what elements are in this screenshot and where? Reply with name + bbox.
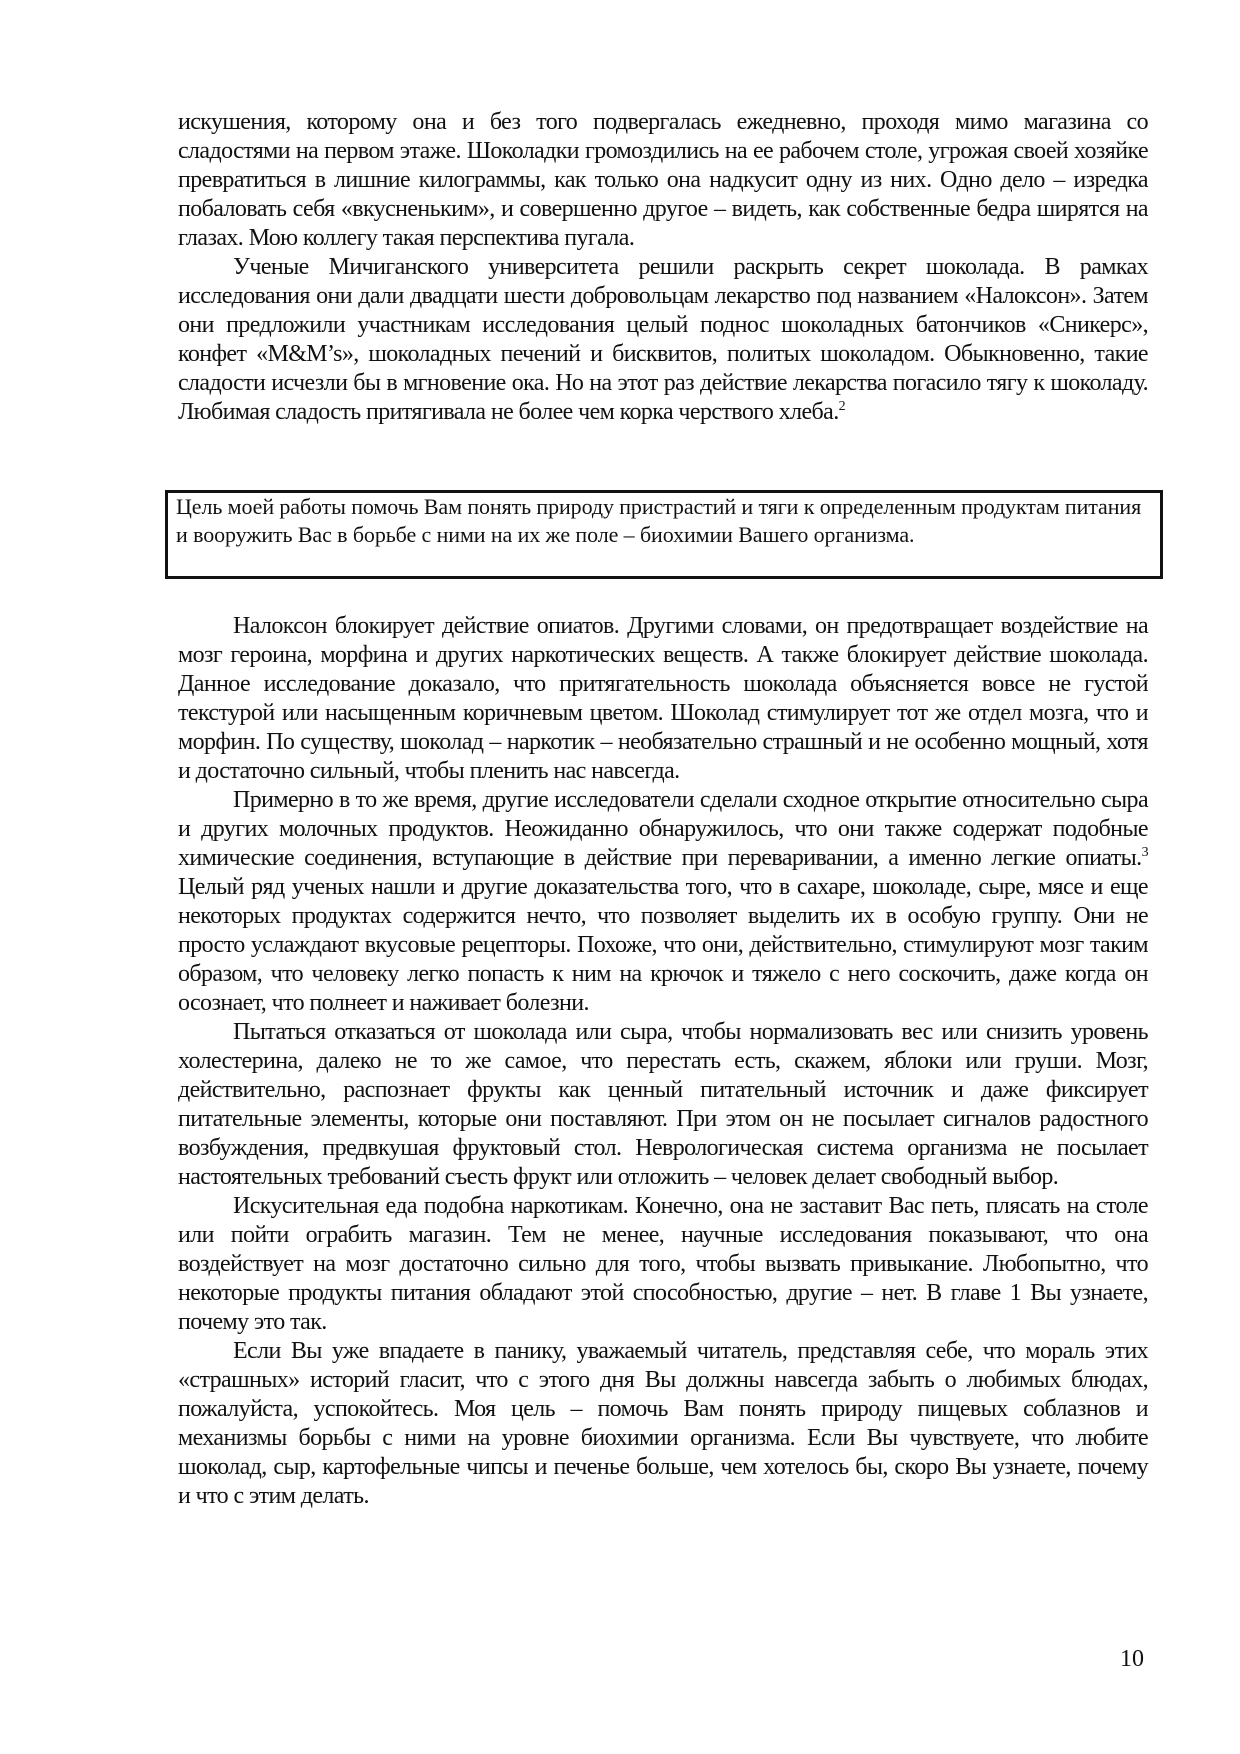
footnote-marker[interactable]: 3 <box>1141 845 1148 860</box>
paragraph-michigan-study <box>178 253 1148 427</box>
paragraph-dairy-opiates-text-before: Примерно в то же время, другие исследователи сделали сходное открытие относительно сыра и других молочных продуктов. Неожиданно обнаружилось, что они также содержат подобные химические соединения, вступающие в действие при переваривании, а именно легкие опиаты. <box>178 787 1148 871</box>
paragraph-tempting-food: Искусительная еда подобна наркотикам. Конечно, она не заставит Вас петь, плясать на столе или пойти ограбить магазин. Тем не менее, научные исследования показывают, что она воздействует на мозг достаточно сильно для того, чтобы вызвать привыкание. Любопытно, что некоторые продукты питания обладают этой способностью, другие – нет. В главе 1 Вы узнаете, почему это так. <box>178 1193 1148 1335</box>
paragraph-dairy-opiates-text-after: Целый ряд ученых нашли и другие доказательства того, что в сахаре, шоколаде, сыре, мясе и еще некоторых продуктах содержится нечто, что позволяет выделить их в особую группу. Они не просто услаждают вкусовые рецепторы. Похоже, что они, действительно, стимулируют мозг таким образом, что человеку легко попасть к ним на крючок и тяжело с него соскочить, даже когда он осознает, что полнеет и наживает болезни. <box>178 874 1148 1016</box>
footnote-marker[interactable]: 2 <box>838 399 845 414</box>
paragraph-naloxone: Налоксон блокирует действие опиатов. Другими словами, он предотвращает воздействие на мозг героина, морфина и других наркотических веществ. А также блокирует действие шоколада. Данное исследование доказало, что притягательность шоколада объясняется вовсе не густой текстурой или насыщенным коричневым цветом. Шоколад стимулирует тот же отдел мозга, что и морфин. По существу, шоколад – наркотик – необязательно страшный и не особенно мощный, хотя и достаточно сильный, чтобы пленить нас навсегда. <box>178 613 1148 784</box>
page-number: 10 <box>1120 1646 1144 1672</box>
paragraph-continuation: искушения, которому она и без того подвергалась ежедневно, проходя мимо магазина со сладостями на первом этаже. Шоколадки громоздились на ее рабочем столе, угрожая своей хозяйке превратиться в лишние килограммы, как только она надкусит одну из них. Одно дело – изредка побаловать себя «вкусненьким», и совершенно другое – видеть, как собственные бедра ширятся на глазах. Мою коллегу такая перспектива пугала. <box>178 109 1148 251</box>
top-text-block <box>178 108 1148 427</box>
paragraph-fruit-comparison: Пытаться отказаться от шоколада или сыра, чтобы нормализовать вес или снизить уровень холестерина, далеко не то же самое, что перестать есть, скажем, яблоки или груши. Мозг, действительно, распознает фрукты как ценный питательный источник и даже фиксирует питательные элементы, которые они поставляют. При этом он не посылает сигналов радостного возбуждения, предвкушая фруктовый стол. Неврологическая система организма не посылает настоятельных требований съесть фрукт или отложить – человек делает свободный выбор. <box>178 1019 1148 1190</box>
paragraph-michigan-study-text: Ученые Мичиганского университета решили раскрыть секрет шоколада. В рамках исследования они дали двадцати шести добровольцам лекарство под названием «Налоксон». Затем они предложили участникам исследования целый поднос шоколадных батончиков «Сникерс», конфет «M&M’s», шоколадных печений и бисквитов, политых шоколадом. Обыкновенно, такие сладости исчезли бы в мгновение ока. Но на этот раз действие лекарства погасило тягу к шоколаду. Любимая сладость притягивала не более чем корка черствого хлеба. <box>178 254 1148 425</box>
main-text-block <box>178 612 1148 1511</box>
callout-text: Цель моей работы помочь Вам понять природу пристрастий и тяги к определенным продуктам питания и вооружить Вас в борьбе с ними на их же поле – биохимии Вашего организма. <box>176 494 1142 547</box>
paragraph-reassurance: Если Вы уже впадаете в панику, уважаемый читатель, представляя себе, что мораль этих «страшных» историй гласит, что с этого дня Вы должны навсегда забыть о любимых блюдах, пожалуйста, успокойтесь. Моя цель – помочь Вам понять природу пищевых соблазнов и механизмы борьбы с ними на уровне биохимии организма. Если Вы чувствуете, что любите шоколад, сыр, картофельные чипсы и печенье больше, чем хотелось бы, скоро Вы узнаете, почему и что с этим делать. <box>178 1338 1148 1509</box>
paragraph-dairy-opiates <box>178 786 1148 1018</box>
callout-box <box>165 490 1163 579</box>
